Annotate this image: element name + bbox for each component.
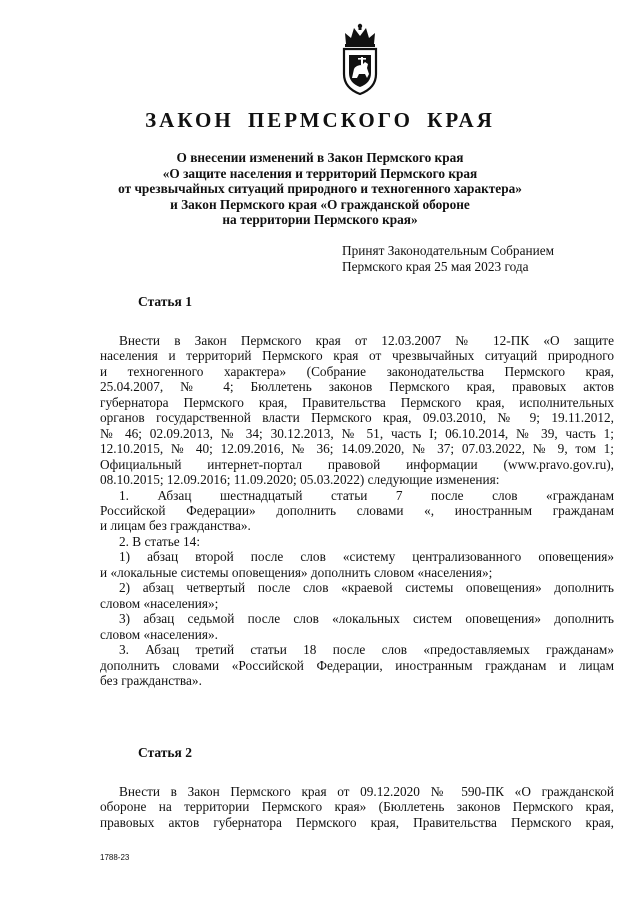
text-line: 2) абзац четвертый после слов «краевой системы оповещения» дополнить [119,580,614,596]
subtitle-line: «О защите населения и территорий Пермского края [162,165,478,181]
article-1-body [100,333,614,688]
text-line: № 46; 02.09.2013, № 34; 30.12.2013, № 51, часть I; 06.10.2014, № 39, часть 1; [100,425,614,441]
subtitle-line: на территории Пермского края» [222,212,418,227]
article-2-heading: Статья 2 [138,745,192,760]
law-title: ЗАКОН ПЕРМСКОГО КРАЯ [145,108,495,132]
text-line: правовых актов губернатора Пермского края, Правительства Пермского края, [100,814,614,830]
subtitle-line: и Закон Пермского края «О гражданской обороне [170,196,470,212]
text-line: и «локальные системы оповещения» дополнить словом «населения»; [100,564,493,580]
subtitle-line: О внесении изменений в Закон Пермского края [176,150,464,165]
law-subtitle [60,150,580,228]
adoption-note [342,243,554,274]
adoption-line: Пермского края 25 мая 2023 года [342,258,529,274]
text-line: Внести в Закон Пермского края от 09.12.2020 № 590-ПК «О гражданской [119,784,614,799]
text-line: без гражданства». [100,672,202,688]
adoption-line: Принят Законодательным Собранием [342,243,555,258]
text-line: Российской Федерации» дополнить словами «, иностранным гражданам [100,502,614,518]
text-line: органов государственной власти Пермского края, 09.03.2010, № 9; 19.11.2012, [100,410,614,426]
text-line: обороне на территории Пермского края» (Бюллетень законов Пермского края, [100,799,614,815]
text-line: населения и территорий Пермского края от чрезвычайных ситуаций природного [100,348,614,364]
text-line: словом «населения». [100,626,218,642]
perm-krai-coat-of-arms-icon [337,22,383,96]
text-line: 08.10.2015; 12.09.2016; 11.09.2020; 05.03.2022) следующие изменения: [100,472,500,488]
text-line: Внести в Закон Пермского края от 12.03.2007 № 12-ПК «О защите [119,333,614,348]
document-code: 1788-23 [100,853,130,862]
subtitle-line: от чрезвычайных ситуаций природного и техногенного характера» [118,181,522,196]
text-line: 1) абзац второй после слов «систему централизованного оповещения» [119,549,614,565]
text-line: 3) абзац седьмой после слов «локальных систем оповещения» дополнить [119,611,614,627]
article-1-heading: Статья 1 [138,294,192,309]
text-line: 2. В статье 14: [119,533,201,549]
text-line: словом «населения»; [100,595,219,611]
text-line: 1. Абзац шестнадцатый статьи 7 после слов «гражданам [119,487,614,503]
article-2-body [100,784,614,830]
text-line: 25.04.2007, № 4; Бюллетень законов Пермского края, правовых актов [100,379,614,395]
text-line: Официальный интернет-портал правовой информации (www.pravo.gov.ru), [100,456,614,472]
text-line: и лицам без гражданства». [100,518,251,534]
text-line: дополнить словами «Российской Федерации, иностранным гражданам и лицам [100,657,614,673]
text-line: 3. Абзац третий статьи 18 после слов «предоставляемых гражданам» [119,642,614,658]
text-line: губернатора Пермского края, Правительства Пермского края, исполнительных [100,394,614,410]
text-line: 12.10.2015, № 40; 12.09.2016, № 36; 14.09.2020, № 37; 07.03.2022, № 9, том 1; [100,441,614,457]
text-line: и техногенного характера» (Собрание законодательства Пермского края, [100,363,614,379]
